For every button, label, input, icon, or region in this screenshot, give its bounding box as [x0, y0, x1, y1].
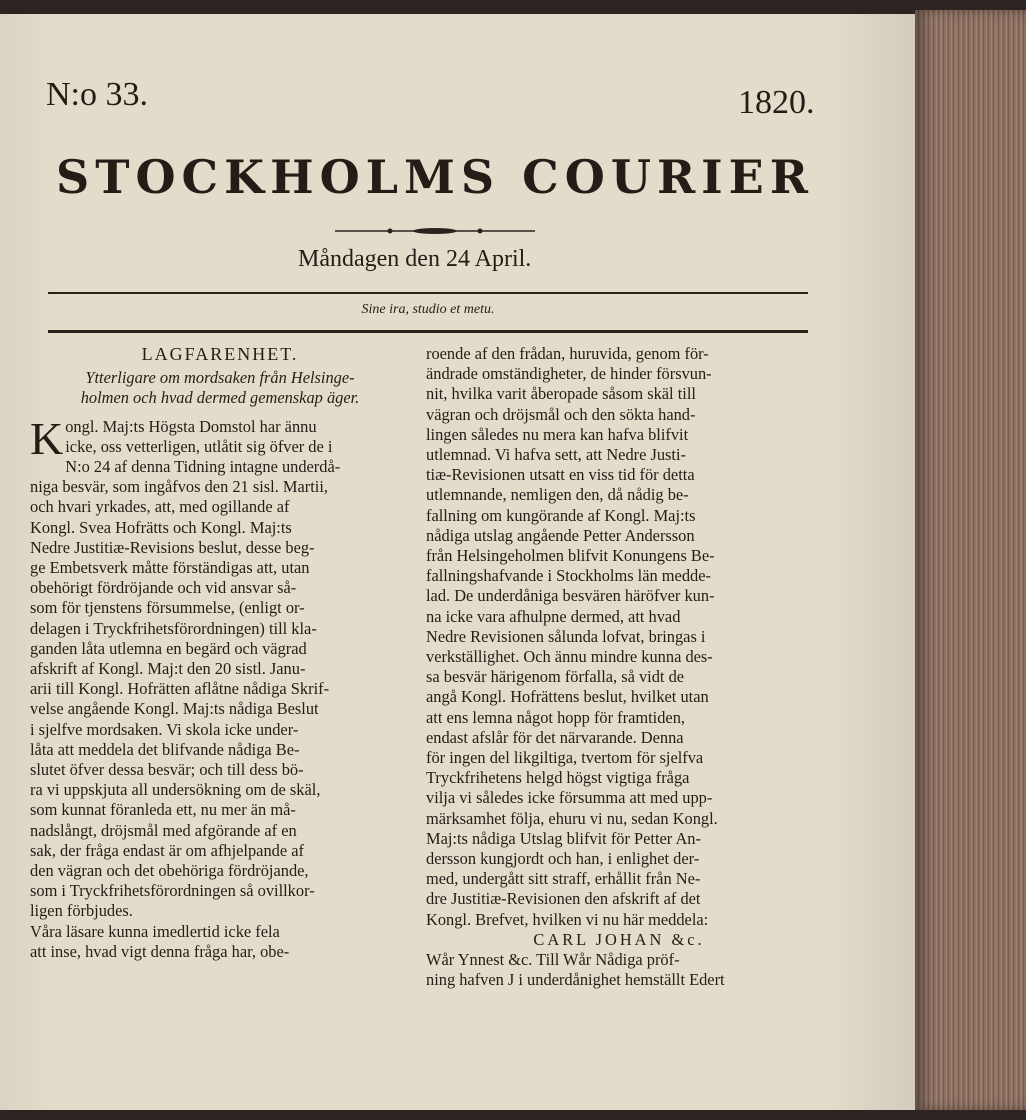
body-line: nådiga utslag angående Petter Andersson [426, 525, 695, 545]
body-line: nit, hvilka varit åberopade såsom skäl till [426, 384, 696, 404]
body-line: angå Kongl. Hofrättens beslut, hvilket utan [426, 687, 709, 707]
signature: CARL JOHAN &c. [533, 929, 705, 949]
dropcap-paragraph [30, 412, 410, 464]
section-title: LAGFARENHET. [141, 344, 299, 364]
right-column-body [426, 344, 812, 930]
body-line: vilja vi således icke försumma att med upp- [426, 788, 713, 808]
issue-number: N:o 33. [46, 76, 148, 113]
motto: Sine ira, studio et metu. [361, 302, 495, 317]
subtitle-line: holmen och hvad dermed gemenskap äger. [80, 388, 360, 408]
body-line: na icke vara afhulpne dermed, att hvad [426, 606, 681, 626]
body-line: slutet öfver dessa besvär; och till dess bö- [30, 760, 304, 780]
ornament-divider-icon [330, 224, 540, 238]
body-line: nadslångt, dröjsmål med afgörande af en [30, 820, 297, 840]
body-line: niga besvär, som ingåfvos den 21 sisl. Martii, [30, 477, 328, 497]
body-line: fallning om kungörande af Kongl. Maj:ts [426, 505, 696, 525]
body-line: tiæ-Revisionen utsatt en viss tid för detta [426, 465, 695, 485]
issue-year: 1820. [738, 84, 815, 121]
newspaper-page [0, 14, 920, 1110]
left-column [30, 344, 410, 962]
body-line: som för tjenstens försummelse, (enligt or- [30, 598, 305, 618]
body-line: ligen förbjudes. [30, 901, 133, 921]
article-subtitle [30, 368, 410, 408]
body-line: Våra läsare kunna imedlertid icke fela [30, 921, 280, 941]
body-line: ra vi uppskjuta all undersökning om de skäl, [30, 780, 321, 800]
body-line: ändrade omständigheter, de hinder försvun- [426, 364, 712, 384]
body-line: Maj:ts nådiga Utslag blifvit för Petter An- [426, 828, 701, 848]
body-line: för ingen del likgiltiga, tvertom för sjelfva [426, 748, 704, 768]
masthead-title: STOCKHOLMS COURIER [56, 150, 814, 204]
body-line: obehörigt fördröjande och vid ansvar så- [30, 578, 297, 598]
body-line: sak, der fråga endast är om afhjelpande af [30, 840, 304, 860]
body-line: lad. De underdåniga besvären häröfver kun- [426, 586, 715, 606]
body-line: dersson kungjordt och han, i enlighet der- [426, 849, 700, 869]
body-line: Kongl. Brefvet, hvilken vi nu här meddela: [426, 909, 709, 929]
body-line: vägran och dröjsmål och den sökta hand- [426, 404, 696, 424]
body-line: utlemnande, nemligen den, då nådig be- [426, 485, 689, 505]
body-line: Kongl. Svea Hofrätts och Kongl. Maj:ts [30, 517, 292, 537]
dateline: Måndagen den 24 April. [298, 246, 532, 272]
body-line: ganden låta utlemna en begärd och vägrad [30, 638, 307, 658]
body-line: och hvari yrkades, att, med ogillande af [30, 497, 290, 517]
body-line: delagen i Tryckfrihetsförordningen) till kla- [30, 618, 317, 638]
body-line: ge Embetsverk måtte förständigas att, utan [30, 558, 310, 578]
body-line: N:o 24 af denna Tidning intagne underdå- [65, 457, 341, 477]
body-line: Nedre Revisionen sålunda lofvat, bringas i [426, 626, 706, 646]
body-line: fallningshafvande i Stockholms län medde- [426, 566, 711, 586]
body-line: icke, oss vetterligen, utlåtit sig öfver de i [65, 436, 333, 456]
subtitle-line: Ytterligare om mordsaken från Helsinge- [85, 368, 355, 388]
body-line: i sjelfve mordsaken. Vi skola icke under- [30, 719, 299, 739]
body-line: Nedre Justitiæ-Revisions beslut, desse beg- [30, 537, 315, 557]
body-line: afskrift af Kongl. Maj:t den 20 sistl. Janu- [30, 659, 306, 679]
body-line: roende af den frådan, huruvida, genom för- [426, 344, 709, 363]
body-line: märksamhet följa, ehuru vi nu, sedan Kongl. [426, 808, 718, 828]
body-line: dre Justitiæ-Revisionen den afskrift af det [426, 889, 701, 909]
body-line: ongl. Maj:ts Högsta Domstol har ännu [65, 416, 317, 436]
body-line: verkställighet. Och ännu mindre kunna des- [426, 647, 713, 667]
body-line: med, undergått sitt straff, erhållit från Ne- [426, 869, 701, 889]
body-line: arii till Kongl. Hofrätten aflåtne nådiga Skrif- [30, 679, 330, 699]
header-rule-top [48, 292, 808, 294]
right-column [426, 344, 812, 991]
body-line: som kunnat föranleda ett, nu mer än må- [30, 800, 296, 820]
dropcap-letter: K [30, 412, 64, 464]
body-line: endast afslår för det närvarande. Denna [426, 727, 684, 747]
body-line: lingen således nu mera kan hafva blifvit [426, 424, 689, 444]
closing-text [426, 950, 812, 990]
body-line: utlemnad. Vi hafva sett, att Nedre Justi- [426, 445, 686, 465]
body-line: från Helsingeholmen blifvit Konungens Be- [426, 546, 715, 566]
body-line: som i Tryckfrihetsförordningen så ovillkor- [30, 881, 315, 901]
body-line: den vägran och det obehöriga fördröjande, [30, 861, 309, 881]
left-column-body [30, 457, 410, 962]
book-page-edges [915, 10, 1026, 1110]
body-line: Wår Ynnest &c. Till Wår Nådiga pröf- [426, 950, 680, 970]
body-line: att ens lemna något hopp för framtiden, [426, 707, 685, 727]
body-line: velse angående Kongl. Maj:ts nådiga Beslut [30, 699, 319, 719]
body-line: att inse, hvad vigt denna fråga har, obe- [30, 941, 290, 961]
body-line: låta att meddela det blifvande nådiga Be- [30, 739, 300, 759]
body-line: sa besvär härigenom förfalla, så vidt de [426, 667, 685, 687]
body-line: ning hafven J i underdånighet hemställt Edert [426, 970, 725, 990]
header-rule-bottom [48, 330, 808, 333]
body-line: Tryckfrihetens helgd högst vigtiga fråga [426, 768, 690, 788]
